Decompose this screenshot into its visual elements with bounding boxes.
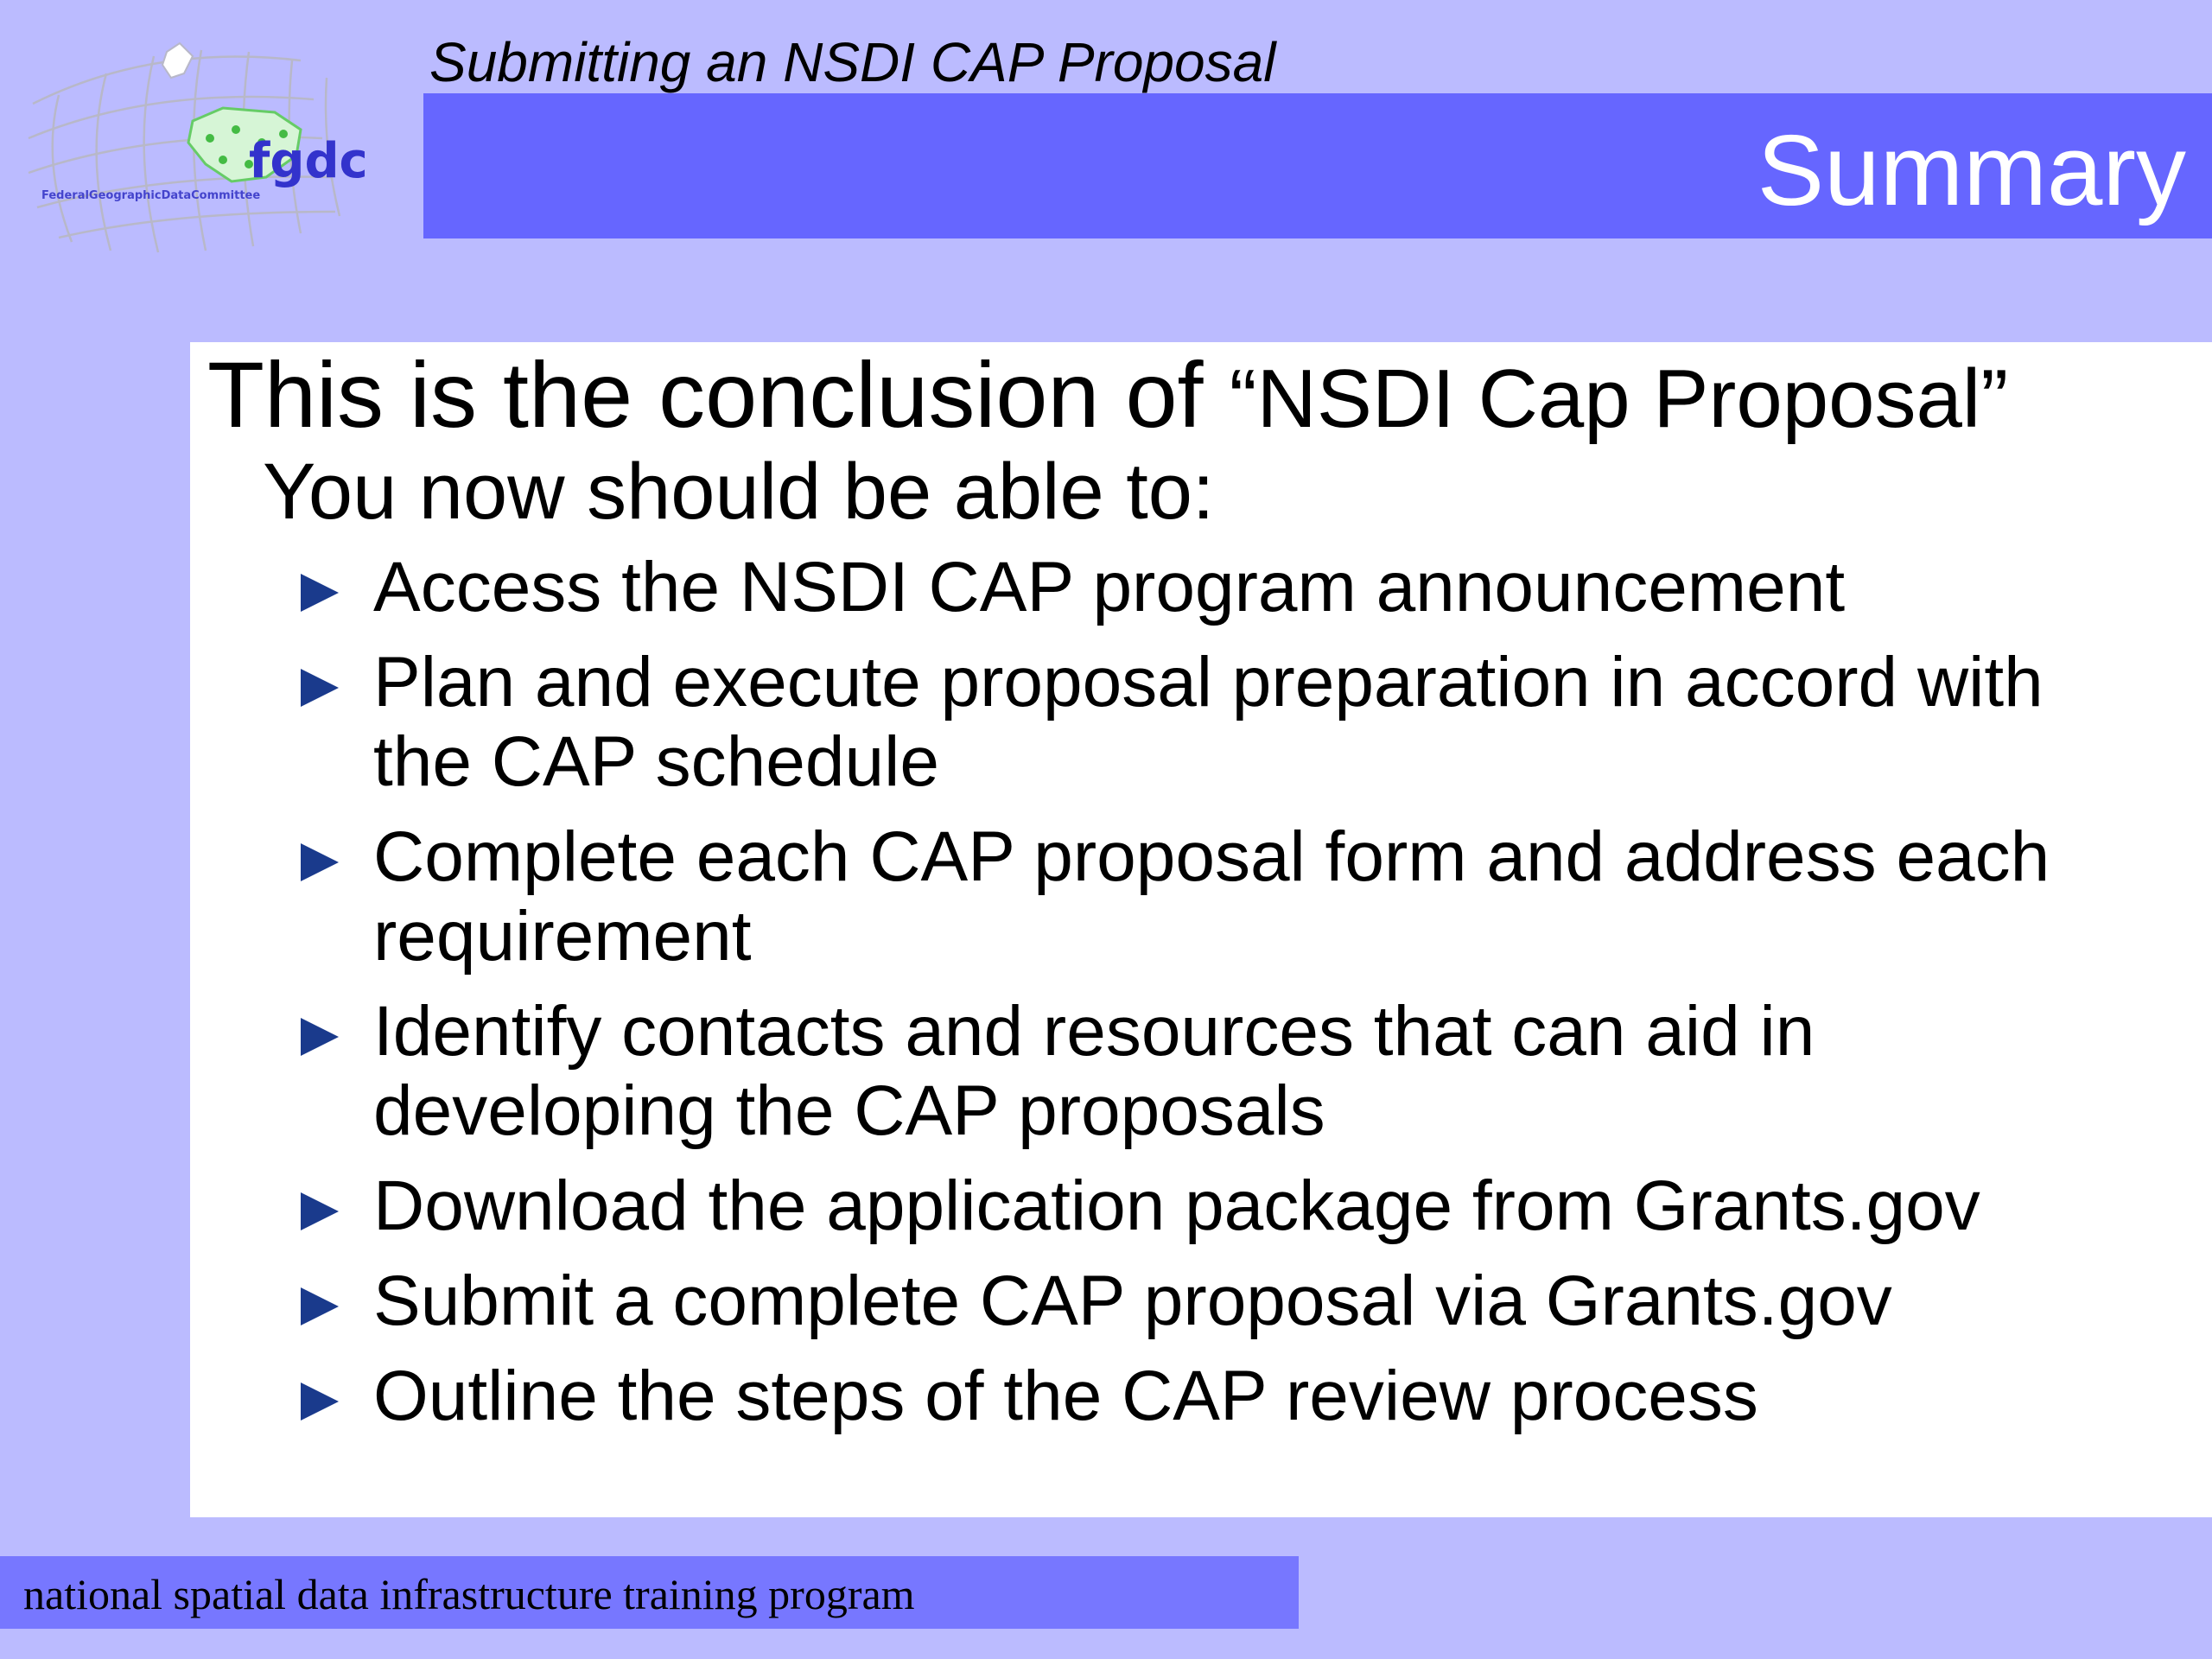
intro-text: You now should be able to: <box>263 448 1215 536</box>
list-item <box>190 1357 2212 1436</box>
list-item <box>190 548 2212 627</box>
footer-text: national spatial data infrastructure training program <box>23 1570 915 1618</box>
triangle-bullet-icon <box>301 669 339 707</box>
fgdc-logo <box>24 26 378 255</box>
list-item <box>190 643 2212 802</box>
title-bar <box>423 93 2212 238</box>
triangle-bullet-icon <box>301 1287 339 1325</box>
list-item-text: Download the application package from Grants.gov <box>373 1166 1980 1245</box>
list-item-text: Outline the steps of the CAP review process <box>373 1357 1758 1435</box>
logo-wordmark: fgdc <box>249 133 368 189</box>
triangle-bullet-icon <box>301 574 339 612</box>
list-item-text: Submit a complete CAP proposal via Grants.gov <box>373 1262 1892 1340</box>
list-item-text: Identify contacts and resources that can aid in developing the CAP proposals <box>373 992 1815 1150</box>
triangle-bullet-icon <box>301 843 339 881</box>
list-item <box>190 817 2212 976</box>
triangle-bullet-icon <box>301 1382 339 1421</box>
slide-title: Summary <box>1757 114 2186 226</box>
content-panel <box>190 342 2212 1517</box>
objectives-list <box>190 548 2212 1452</box>
presentation-subtitle: Submitting an NSDI CAP Proposal <box>429 31 1276 93</box>
triangle-bullet-icon <box>301 1192 339 1230</box>
list-item-text: Access the NSDI CAP program announcement <box>373 548 1846 626</box>
list-item <box>190 992 2212 1151</box>
logo-caption: FederalGeographicDataCommittee <box>41 189 261 202</box>
list-item <box>190 1262 2212 1341</box>
list-item <box>190 1166 2212 1246</box>
footer-bar <box>0 1556 1299 1629</box>
list-item-text: Complete each CAP proposal form and address each requirement <box>373 817 2050 976</box>
globe-grid-icon <box>24 26 378 255</box>
triangle-bullet-icon <box>301 1018 339 1056</box>
headline-main: This is the conclusion of <box>207 342 1230 447</box>
headline <box>207 342 2008 452</box>
headline-quote: “NSDI Cap Proposal” <box>1229 353 2009 445</box>
list-item-text: Plan and execute proposal preparation in accord with the CAP schedule <box>373 643 2044 801</box>
